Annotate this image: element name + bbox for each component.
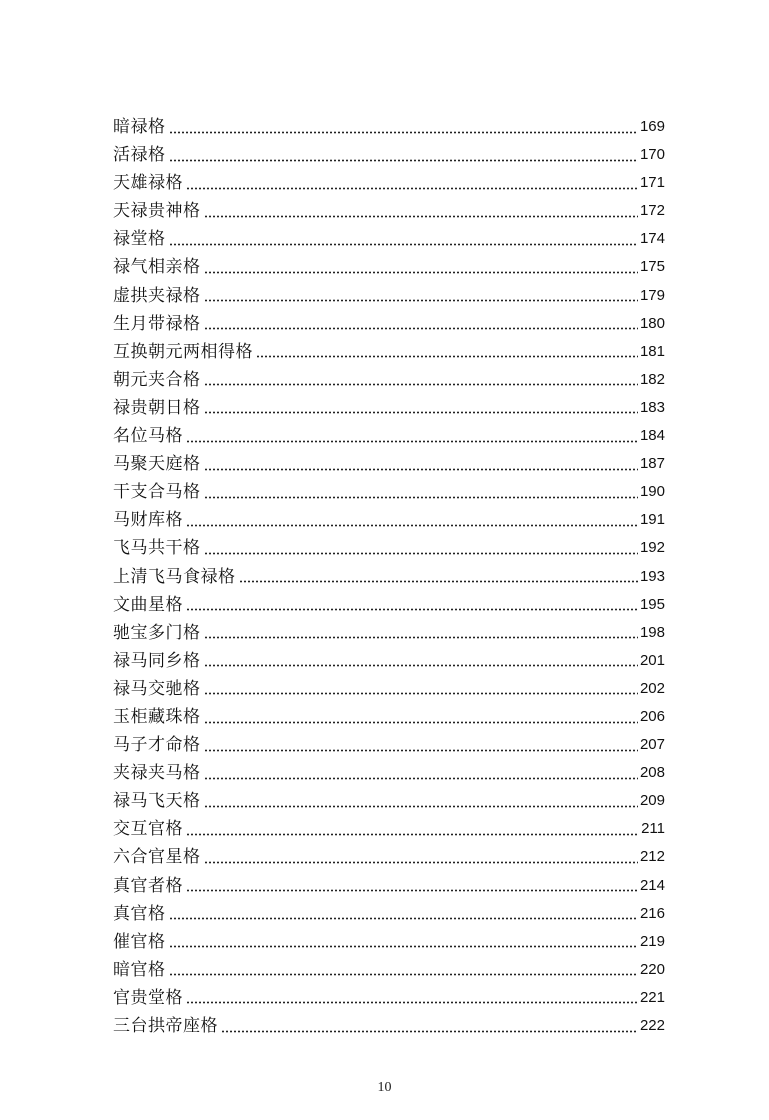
toc-entry[interactable] bbox=[113, 422, 665, 450]
toc-entry[interactable] bbox=[113, 815, 665, 843]
toc-entry[interactable] bbox=[113, 282, 665, 310]
toc-entry-title: 马聚天庭格 bbox=[113, 454, 201, 475]
toc-entry[interactable] bbox=[113, 506, 665, 534]
toc-entry-title: 飞马共干格 bbox=[113, 538, 201, 559]
toc-entry-title: 真官者格 bbox=[113, 875, 183, 896]
toc-entry[interactable] bbox=[113, 675, 665, 703]
toc-entry-title: 夹禄夹马格 bbox=[113, 763, 201, 784]
toc-entry-page: 214 bbox=[639, 876, 665, 894]
dot-leader bbox=[204, 692, 638, 695]
toc-entry-page: 201 bbox=[639, 651, 665, 669]
dot-leader bbox=[204, 749, 638, 752]
dot-leader bbox=[186, 889, 638, 892]
dot-leader bbox=[186, 524, 638, 527]
toc-entry[interactable] bbox=[113, 928, 665, 956]
dot-leader bbox=[239, 580, 638, 583]
toc-entry[interactable] bbox=[113, 1012, 665, 1040]
toc-entry-title: 马子才命格 bbox=[113, 735, 201, 756]
toc-entry-page: 216 bbox=[639, 904, 665, 922]
dot-leader bbox=[186, 187, 638, 190]
toc-entry[interactable] bbox=[113, 141, 665, 169]
toc-entry-title: 三台拱帝座格 bbox=[113, 1016, 218, 1036]
toc-entry[interactable] bbox=[113, 534, 665, 562]
toc-entry[interactable] bbox=[113, 478, 665, 506]
toc-entry-page: 169 bbox=[639, 118, 665, 135]
toc-entry-page: 209 bbox=[639, 792, 665, 810]
toc-entry-page: 184 bbox=[639, 427, 665, 445]
toc-entry-page: 195 bbox=[639, 595, 665, 613]
dot-leader bbox=[256, 355, 638, 358]
dot-leader bbox=[204, 271, 638, 274]
toc-entry-page: 171 bbox=[639, 174, 665, 192]
toc-entry-page: 182 bbox=[639, 370, 665, 388]
dot-leader bbox=[204, 496, 638, 499]
table-of-contents bbox=[113, 113, 665, 1040]
toc-entry-title: 禄马飞天格 bbox=[113, 791, 201, 812]
toc-entry-page: 192 bbox=[639, 539, 665, 557]
toc-entry-page: 198 bbox=[639, 623, 665, 641]
dot-leader bbox=[169, 917, 638, 920]
toc-entry-title: 禄马交驰格 bbox=[113, 678, 201, 699]
dot-leader bbox=[169, 159, 638, 162]
toc-entry[interactable] bbox=[113, 253, 665, 281]
toc-entry-page: 183 bbox=[639, 398, 665, 416]
dot-leader bbox=[221, 1030, 638, 1033]
toc-entry-page: 175 bbox=[639, 258, 665, 276]
toc-entry-title: 名位马格 bbox=[113, 426, 183, 447]
dot-leader bbox=[186, 1001, 638, 1004]
toc-entry-page: 180 bbox=[639, 314, 665, 332]
dot-leader bbox=[204, 468, 638, 471]
toc-entry[interactable] bbox=[113, 872, 665, 900]
toc-entry-title: 暗官格 bbox=[113, 959, 166, 980]
toc-entry-title: 禄堂格 bbox=[113, 229, 166, 250]
toc-entry-title: 虚拱夹禄格 bbox=[113, 285, 201, 306]
toc-entry[interactable] bbox=[113, 197, 665, 225]
toc-entry-title: 禄贵朝日格 bbox=[113, 397, 201, 418]
toc-entry-title: 官贵堂格 bbox=[113, 987, 183, 1008]
toc-entry-page: 206 bbox=[639, 707, 665, 725]
toc-entry-title: 文曲星格 bbox=[113, 594, 183, 615]
dot-leader bbox=[204, 664, 638, 667]
toc-entry-page: 222 bbox=[639, 1017, 665, 1034]
toc-entry-page: 212 bbox=[639, 848, 665, 866]
toc-entry[interactable] bbox=[113, 366, 665, 394]
toc-entry-title: 交互官格 bbox=[113, 819, 183, 840]
toc-entry-page: 220 bbox=[639, 960, 665, 978]
toc-entry-title: 禄气相亲格 bbox=[113, 257, 201, 278]
dot-leader bbox=[204, 805, 638, 808]
toc-entry-title: 马财库格 bbox=[113, 510, 183, 531]
toc-entry-title: 上清飞马食禄格 bbox=[113, 566, 236, 587]
dot-leader bbox=[169, 131, 638, 134]
dot-leader bbox=[204, 215, 638, 218]
toc-entry-page: 202 bbox=[639, 679, 665, 697]
toc-entry[interactable] bbox=[113, 113, 665, 141]
dot-leader bbox=[204, 552, 638, 555]
toc-entry-page: 221 bbox=[639, 988, 665, 1006]
dot-leader bbox=[204, 299, 638, 302]
toc-entry[interactable] bbox=[113, 984, 665, 1012]
toc-entry-page: 193 bbox=[639, 567, 665, 585]
dot-leader bbox=[186, 440, 638, 443]
toc-entry-title: 六合官星格 bbox=[113, 847, 201, 868]
toc-entry-title: 干支合马格 bbox=[113, 482, 201, 503]
toc-entry-page: 181 bbox=[639, 342, 665, 360]
toc-entry-title: 禄马同乡格 bbox=[113, 650, 201, 671]
toc-entry-page: 190 bbox=[639, 483, 665, 501]
dot-leader bbox=[204, 721, 638, 724]
dot-leader bbox=[204, 777, 638, 780]
toc-entry-page: 170 bbox=[639, 146, 665, 164]
dot-leader bbox=[204, 861, 638, 864]
toc-entry-page: 208 bbox=[639, 764, 665, 782]
toc-entry[interactable] bbox=[113, 703, 665, 731]
toc-entry[interactable] bbox=[113, 900, 665, 928]
toc-entry-page: 179 bbox=[639, 286, 665, 304]
dot-leader bbox=[169, 243, 638, 246]
toc-entry-title: 活禄格 bbox=[113, 145, 166, 166]
toc-entry[interactable] bbox=[113, 731, 665, 759]
toc-entry[interactable] bbox=[113, 563, 665, 591]
dot-leader bbox=[204, 411, 638, 414]
toc-entry-title: 天禄贵神格 bbox=[113, 201, 201, 222]
toc-entry[interactable] bbox=[113, 169, 665, 197]
toc-entry-page: 174 bbox=[639, 230, 665, 248]
toc-entry[interactable] bbox=[113, 310, 665, 338]
dot-leader bbox=[186, 833, 639, 836]
toc-entry[interactable] bbox=[113, 956, 665, 984]
toc-entry[interactable] bbox=[113, 843, 665, 871]
toc-entry-title: 生月带禄格 bbox=[113, 313, 201, 334]
toc-entry-title: 驰宝多门格 bbox=[113, 622, 201, 643]
toc-entry-page: 207 bbox=[639, 736, 665, 754]
dot-leader bbox=[204, 383, 638, 386]
toc-entry[interactable] bbox=[113, 394, 665, 422]
toc-entry-title: 催官格 bbox=[113, 931, 166, 952]
dot-leader bbox=[186, 608, 638, 611]
toc-entry[interactable] bbox=[113, 619, 665, 647]
dot-leader bbox=[169, 945, 638, 948]
toc-entry-title: 真官格 bbox=[113, 903, 166, 924]
toc-entry[interactable] bbox=[113, 225, 665, 253]
toc-entry[interactable] bbox=[113, 759, 665, 787]
toc-entry[interactable] bbox=[113, 647, 665, 675]
dot-leader bbox=[204, 327, 638, 330]
toc-entry-page: 187 bbox=[639, 455, 665, 473]
toc-entry[interactable] bbox=[113, 450, 665, 478]
dot-leader bbox=[169, 973, 638, 976]
toc-entry-title: 朝元夹合格 bbox=[113, 369, 201, 390]
dot-leader bbox=[204, 636, 638, 639]
toc-entry-title: 互换朝元两相得格 bbox=[113, 341, 253, 362]
toc-entry-title: 玉柜藏珠格 bbox=[113, 706, 201, 727]
toc-entry-page: 219 bbox=[639, 932, 665, 950]
toc-entry-page: 191 bbox=[639, 511, 665, 529]
toc-entry-page: 211 bbox=[641, 820, 665, 838]
toc-entry-title: 天雄禄格 bbox=[113, 173, 183, 194]
toc-entry-title: 暗禄格 bbox=[113, 117, 166, 137]
page-number: 10 bbox=[377, 1080, 392, 1095]
toc-entry[interactable] bbox=[113, 787, 665, 815]
toc-entry[interactable] bbox=[113, 338, 665, 366]
toc-entry[interactable] bbox=[113, 591, 665, 619]
toc-entry-page: 172 bbox=[639, 202, 665, 220]
